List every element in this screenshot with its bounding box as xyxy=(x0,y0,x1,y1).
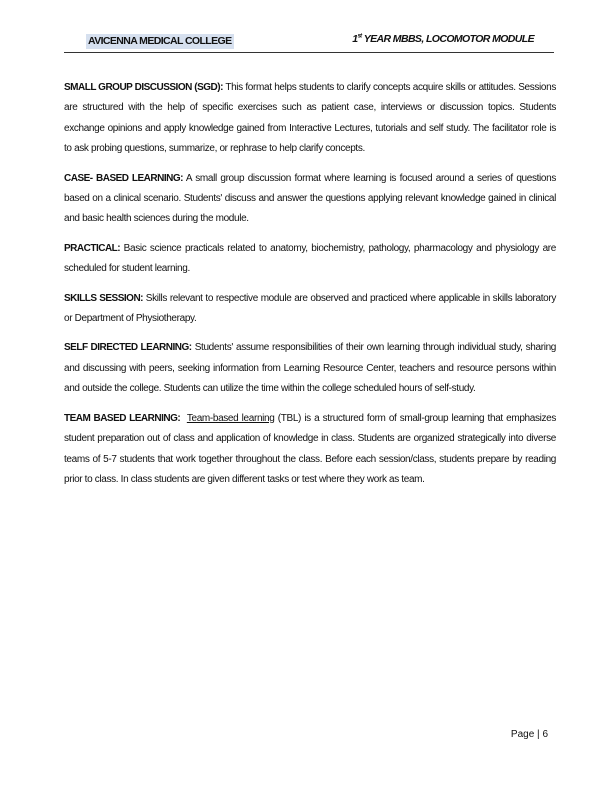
document-body xyxy=(64,78,556,499)
section-text: Skills relevant to respective module are observed and practiced where applicable in skills laboratory or Department of Physiotherapy. xyxy=(64,292,556,325)
year-ordinal: 1 xyxy=(352,33,358,45)
section-cbl xyxy=(64,169,556,230)
module-title xyxy=(352,33,534,45)
section-text: This format helps students to clarify concepts acquire skills or attitudes. Sessions are structured with the help of specific exercises such as patient case, interviews or discussion topics. Students exchange opinions and apply knowledge gained from Interactive Lectures, tutorials and self study. The facilitator role is to ask probing questions, summarize, or rephrase to help clarify concepts. xyxy=(64,82,556,155)
section-heading: TEAM BASED LEARNING: xyxy=(64,412,181,424)
college-name: AVICENNA MEDICAL COLLEGE xyxy=(88,35,232,47)
section-sdl xyxy=(64,338,556,399)
section-text: A small group discussion format where learning is focused around a series of questions based on a clinical scenario. Students' discuss and answer the questions applying relevant knowledge gained in clinical and basic health sciences during the module. xyxy=(64,172,556,225)
section-tbl xyxy=(64,409,556,491)
section-sgd xyxy=(64,78,556,160)
section-heading: SELF DIRECTED LEARNING: xyxy=(64,342,192,354)
section-heading: SKILLS SESSION: xyxy=(64,292,143,304)
section-heading: PRACTICAL: xyxy=(64,242,121,254)
section-text: (TBL) is a structured form of small-group learning that emphasizes student preparation out of class and application of knowledge in class. Students are organized strategically into diverse teams of 5-7 students that work together throughout the class. Before each session/class, students prepare by reading prior to class. In class students are given different tasks or test where they work as team. xyxy=(64,412,557,485)
section-heading: CASE- BASED LEARNING: xyxy=(64,172,183,184)
page-label: Page | xyxy=(510,729,540,740)
section-text: Students' assume responsibilities of their own learning through individual study, sharing and discussing with peers, seeking information from Learning Resource Center, teachers and resource persons within and outside the college. Students can utilize the time within the college scheduled hours of self-study. xyxy=(64,342,557,395)
page-footer xyxy=(511,729,548,740)
page-header xyxy=(64,30,554,53)
module-name: YEAR MBBS, LOCOMOTOR MODULE xyxy=(363,33,534,45)
page-number: 6 xyxy=(542,729,548,740)
section-skills xyxy=(64,289,556,330)
tbl-link[interactable]: Team-based learning xyxy=(186,412,275,424)
year-suffix: st xyxy=(357,33,362,40)
section-heading: SMALL GROUP DISCUSSION (SGD): xyxy=(64,82,223,93)
section-practical xyxy=(64,239,556,280)
section-text: Basic science practicals related to anatomy, biochemistry, pathology, pharmacology and physiology are scheduled for student learning. xyxy=(64,242,556,275)
